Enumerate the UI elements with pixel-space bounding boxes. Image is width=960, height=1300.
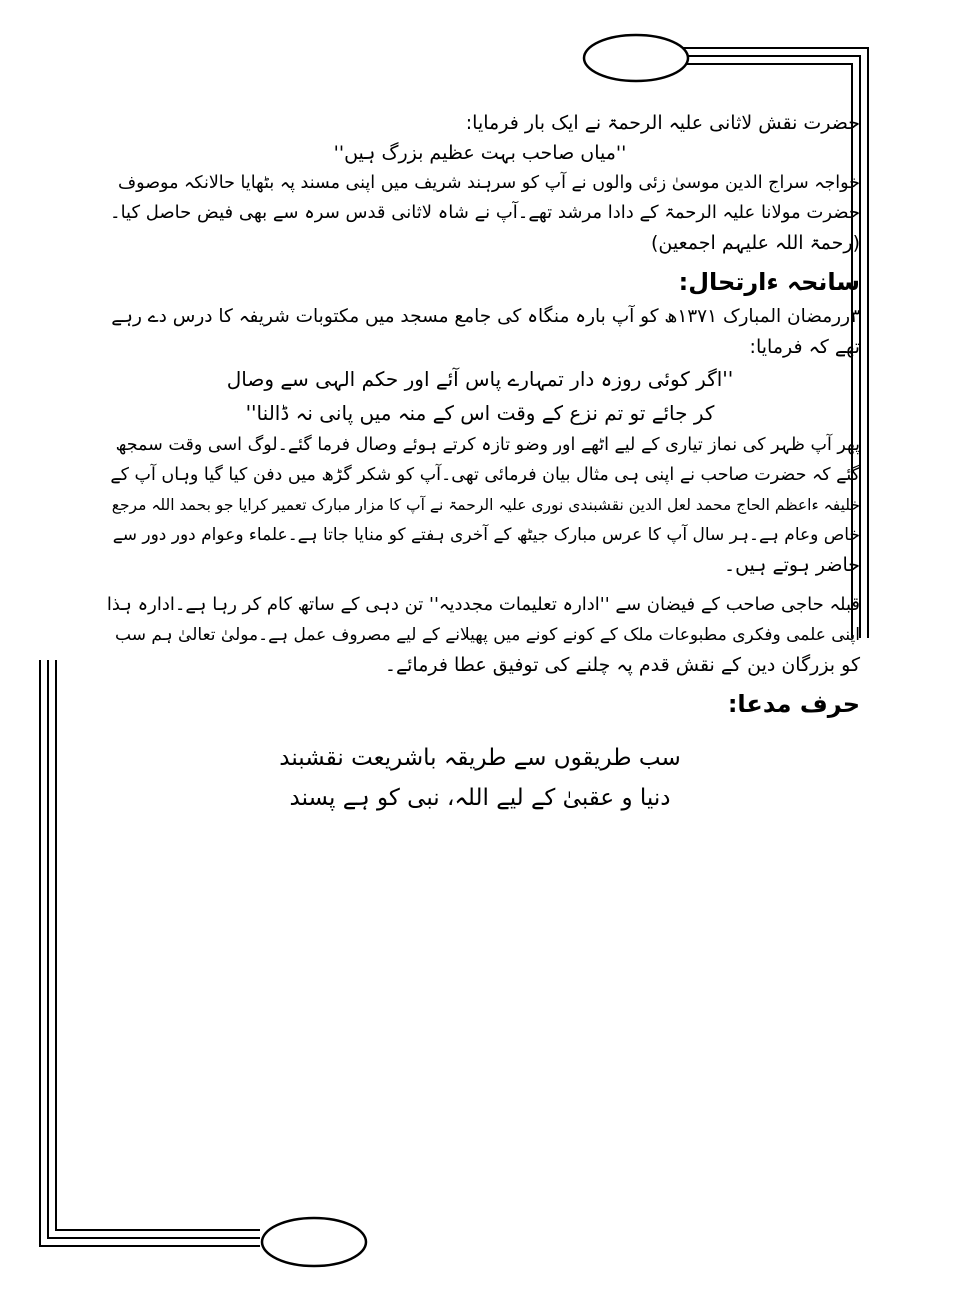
bottom-oval-ornament <box>262 1218 366 1266</box>
text-line: حضرت مولانا علیہ الرحمۃ کے دادا مرشد تھے۔آپ نے شاہ لاثانی قدس سرہ سے بھی فیض حاصل کیا۔ <box>110 202 860 223</box>
text-line: اپنی علمی وفکری مطبوعات ملک کے کونے کونے میں پھیلانے کے لیے مصروف عمل ہے۔مولیٰ تعالیٰ ہم سب <box>115 625 860 645</box>
verse <box>100 738 860 818</box>
text-line: ۳ررمضان المبارک ۱۳۷۱ھ کو آپ بارہ منگاہ کی جامع مسجد میں مکتوبات شریفہ کا درس دے رہے <box>111 306 860 327</box>
heading-purpose: حرف مدعا: <box>727 690 860 718</box>
heading-demise: سانحہ ءارتحال: <box>678 268 860 296</box>
paragraph-3 <box>100 430 860 580</box>
text-line: خواجہ سراج الدین موسیٰ زئی والوں نے آپ کو سرہند شریف میں اپنی مسند پہ بٹھایا حالانکہ موصوف <box>118 173 860 193</box>
paragraph-1 <box>100 168 860 258</box>
text-line: کو بزرگان دین کے نقش قدم پہ چلنے کی توفیق عطا فرمائے۔ <box>384 654 860 676</box>
verse-line: سب طریقوں سے طریقہ باشریعت نقشبند <box>279 745 681 771</box>
text-line: خلیفہ ءاعظم الحاج محمد لعل الدین نقشبندی نوری علیہ الرحمۃ نے آپ کا مزار مبارک تعمیر کرایا جو بحمد اللہ مرجع <box>111 496 860 514</box>
quote-line: کر جائے تو تم نزع کے وقت اس کے منہ میں پانی نہ ڈالنا'' <box>245 401 715 425</box>
text-line: گئے کہ حضرت صاحب نے اپنی ہی مثال بیان فرمائی تھی۔آپ کو شکر گڑھ میں دفن کیا گیا وہاں آپ کے <box>110 465 860 485</box>
text-line: تھے کہ فرمایا: <box>749 336 860 358</box>
intro-quote: ''میاں صاحب بہت عظیم بزرگ ہیں'' <box>333 142 627 164</box>
intro-line: حضرت نقش لاثانی علیہ الرحمۃ نے ایک بار فرمایا: <box>465 112 860 134</box>
text-line: (رحمۃ اللہ علیہم اجمعین) <box>651 232 860 254</box>
quote-2 <box>100 362 860 430</box>
text-line: قبلہ حاجی صاحب کے فیضان سے ''ادارہ تعلیمات مجددیہ'' تن دہی کے ساتھ کام کر رہا ہے۔ادارہ ہذا <box>106 594 860 615</box>
text-line: خاص وعام ہے۔ہر سال آپ کا عرس مبارک جیٹھ کے آخری ہفتے کو منایا جاتا ہے۔علماء وعوام دور دور سے <box>112 525 860 545</box>
text-line: حاضر ہوتے ہیں۔ <box>723 554 860 576</box>
quote-line: ''اگر کوئی روزہ دار تمہارے پاس آئے اور حکم الہی سے وصال <box>226 367 734 391</box>
paragraph-2 <box>100 302 860 362</box>
paragraph-4 <box>100 590 860 680</box>
text-line: پھر آپ ظہر کی نماز تیاری کے لیے اٹھے اور وضو تازہ کرتے ہوئے وصال فرما گئے۔لوگ اسی وقت سمجھ <box>115 435 860 455</box>
verse-line: دنیا و عقبیٰ کے لیے اللہ، نبی کو ہے پسند <box>289 785 671 811</box>
document-body <box>100 108 860 818</box>
top-oval-ornament <box>584 35 688 81</box>
